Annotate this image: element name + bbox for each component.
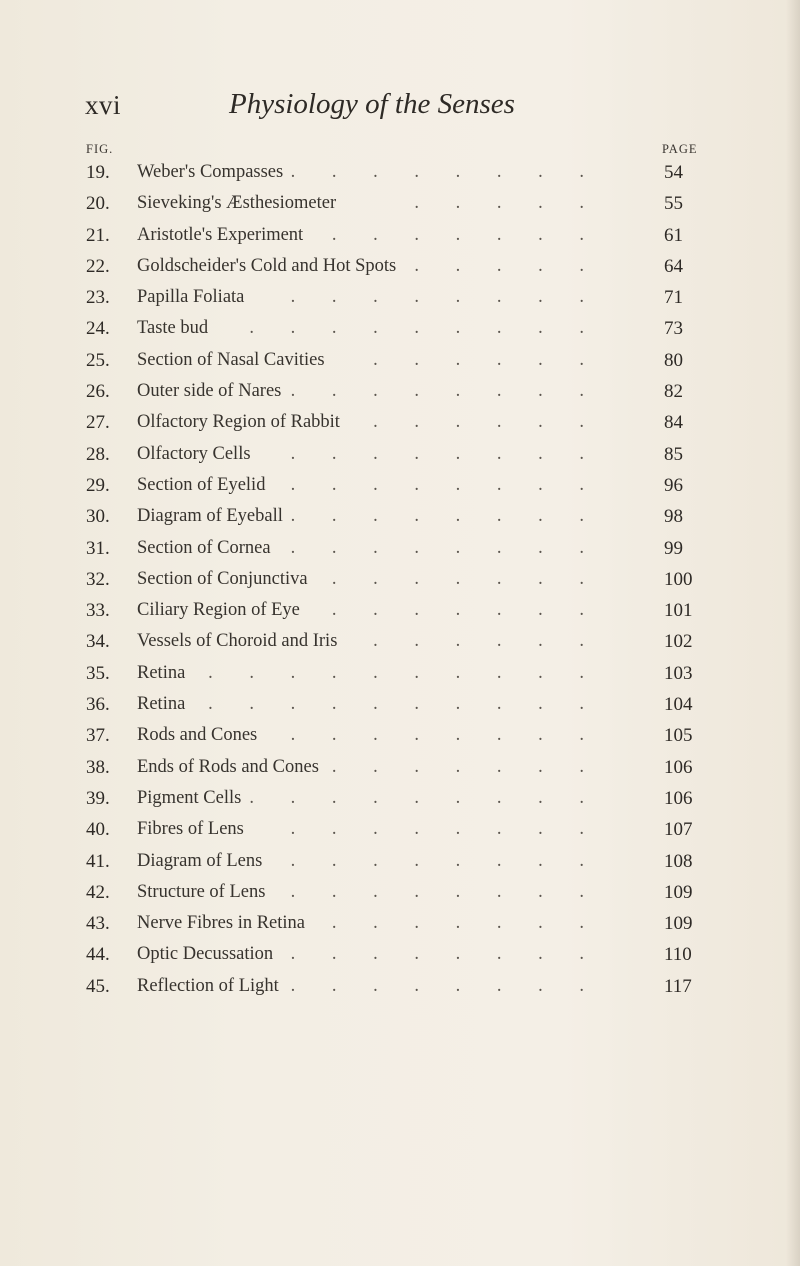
page-reference: 101 <box>664 600 693 622</box>
list-item <box>0 659 800 690</box>
page-reference: 109 <box>664 881 693 903</box>
page-header <box>85 90 725 124</box>
figure-number: 21. <box>86 224 110 246</box>
page-reference: 107 <box>664 819 693 841</box>
figure-number: 40. <box>86 819 110 841</box>
leader-dots: . . . . . . . <box>331 600 600 621</box>
page-reference: 117 <box>664 975 692 997</box>
running-title: Physiology of the Senses <box>229 88 515 120</box>
leader-dots: . . . . . . <box>373 349 600 370</box>
leader-dots: . . . . . <box>414 193 600 214</box>
page-reference: 80 <box>664 349 683 371</box>
leader-dots: . . . . . . . . <box>290 944 600 965</box>
leader-dots: . . . . . . . <box>331 568 600 589</box>
leader-dots: . . . . . . <box>373 631 600 652</box>
leader-dots: . . . . . . . . <box>290 506 600 527</box>
figure-number: 43. <box>86 913 110 935</box>
figure-number: 38. <box>86 756 110 778</box>
figure-number: 22. <box>86 255 110 277</box>
figure-number: 45. <box>86 975 110 997</box>
list-item <box>0 565 800 596</box>
figure-title: Pigment Cells <box>137 787 242 808</box>
figure-title: Olfactory Cells <box>137 443 251 464</box>
leader-dots: . . . . . . . . <box>290 287 600 308</box>
page-column-heading: PAGE <box>662 142 698 156</box>
list-item <box>0 314 800 345</box>
figure-number: 34. <box>86 631 110 653</box>
figure-title: Aristotle's Experiment <box>137 224 304 245</box>
list-item <box>0 940 800 971</box>
page-reference: 64 <box>664 255 683 277</box>
list-item <box>0 221 800 252</box>
figure-title: Ciliary Region of Eye <box>137 600 300 621</box>
leader-dots: . . . . . . . . . . <box>208 662 600 683</box>
page-reference: 98 <box>664 506 683 528</box>
figure-title: Rods and Cones <box>137 725 258 746</box>
figure-title: Section of Nasal Cavities <box>137 349 325 370</box>
figure-title: Olfactory Region of Rabbit <box>137 412 340 433</box>
figure-number: 31. <box>86 537 110 559</box>
leader-dots: . . . . . . . . <box>290 725 600 746</box>
figure-title: Weber's Compasses <box>137 162 284 182</box>
figure-title: Fibres of Lens <box>137 819 244 840</box>
figure-title: Sieveking's Æsthesiometer <box>137 193 337 214</box>
figure-title: Structure of Lens <box>137 881 266 902</box>
list-item <box>0 627 800 658</box>
page-reference: 104 <box>664 694 693 716</box>
leader-dots: . . . . . . . . . <box>249 787 600 808</box>
leader-dots: . . . . . <box>414 255 600 276</box>
figure-title: Taste bud <box>137 318 209 339</box>
list-item <box>0 690 800 721</box>
figure-title: Section of Conjunctiva <box>137 568 308 589</box>
list-item <box>0 815 800 846</box>
leader-dots: . . . . . . . <box>331 756 600 777</box>
list-item <box>0 534 800 565</box>
list-item <box>0 346 800 377</box>
page-reference: 96 <box>664 474 683 496</box>
leader-dots: . . . . . . . . . <box>249 318 600 339</box>
leader-dots: . . . . . . . . . . <box>208 694 600 715</box>
list-item <box>0 283 800 314</box>
page-reference: 109 <box>664 913 693 935</box>
leader-dots: . . . . . . . . <box>290 381 600 402</box>
figure-title: Diagram of Lens <box>137 850 263 871</box>
figure-number: 33. <box>86 600 110 622</box>
page-reference: 54 <box>664 162 683 183</box>
figure-number: 28. <box>86 443 110 465</box>
list-item <box>0 471 800 502</box>
list-item <box>0 502 800 533</box>
leader-dots: . . . . . . . . <box>290 474 600 495</box>
fig-column-heading: FIG. <box>86 142 114 156</box>
list-item <box>0 596 800 627</box>
leader-dots: . . . . . . . . <box>290 850 600 871</box>
figure-number: 37. <box>86 725 110 747</box>
list-item <box>0 377 800 408</box>
page-reference: 73 <box>664 318 683 340</box>
figure-title: Diagram of Eyeball <box>137 506 283 527</box>
figure-title: Ends of Rods and Cones <box>137 756 319 777</box>
figure-title: Outer side of Nares <box>137 381 282 402</box>
figure-number: 25. <box>86 349 110 371</box>
figure-number: 39. <box>86 787 110 809</box>
leader-dots: . . . . . . . . <box>290 819 600 840</box>
page-reference: 99 <box>664 537 683 559</box>
figure-number: 19. <box>86 162 110 183</box>
figure-title: Papilla Foliata <box>137 287 245 308</box>
page-reference: 100 <box>664 568 693 590</box>
list-item <box>0 847 800 878</box>
figure-number: 36. <box>86 694 110 716</box>
list-item <box>0 878 800 909</box>
page-number: xvi <box>85 90 122 120</box>
figure-title: Goldscheider's Cold and Hot Spots <box>137 255 397 276</box>
figure-number: 27. <box>86 412 110 434</box>
page-reference: 71 <box>664 287 683 309</box>
page-reference: 85 <box>664 443 683 465</box>
figure-title: Reflection of Light <box>137 975 279 996</box>
figure-number: 23. <box>86 287 110 309</box>
page-reference: 106 <box>664 756 693 778</box>
list-item <box>0 252 800 283</box>
figure-number: 20. <box>86 193 110 215</box>
leader-dots: . . . . . . <box>373 412 600 433</box>
list-item <box>0 972 800 1003</box>
list-item <box>0 408 800 439</box>
list-item <box>0 753 800 784</box>
page-reference: 105 <box>664 725 693 747</box>
figure-title: Nerve Fibres in Retina <box>137 913 305 934</box>
figure-number: 44. <box>86 944 110 966</box>
figure-title: Retina <box>137 662 186 683</box>
page-reference: 106 <box>664 787 693 809</box>
page-reference: 55 <box>664 193 683 215</box>
page-reference: 110 <box>664 944 692 966</box>
figure-number: 35. <box>86 662 110 684</box>
page-reference: 103 <box>664 662 693 684</box>
figure-number: 41. <box>86 850 110 872</box>
list-of-illustrations <box>0 158 800 1003</box>
list-item <box>0 440 800 471</box>
page-reference: 82 <box>664 381 683 403</box>
leader-dots: . . . . . . . . <box>290 881 600 902</box>
figure-number: 42. <box>86 881 110 903</box>
leader-dots: . . . . . . . . <box>290 975 600 996</box>
list-item <box>0 721 800 752</box>
leader-dots: . . . . . . . <box>331 913 600 934</box>
page-reference: 84 <box>664 412 683 434</box>
page-reference: 102 <box>664 631 693 653</box>
figure-title: Section of Cornea <box>137 537 271 558</box>
figure-number: 30. <box>86 506 110 528</box>
figure-number: 32. <box>86 568 110 590</box>
figure-title: Retina <box>137 694 186 715</box>
figure-number: 24. <box>86 318 110 340</box>
figure-title: Vessels of Choroid and Iris <box>137 631 338 652</box>
list-item <box>0 909 800 940</box>
list-item <box>0 189 800 220</box>
list-item <box>0 784 800 815</box>
figure-title: Section of Eyelid <box>137 474 266 495</box>
figure-number: 26. <box>86 381 110 403</box>
figure-title: Optic Decussation <box>137 944 274 965</box>
leader-dots: . . . . . . . . <box>290 537 600 558</box>
figure-number: 29. <box>86 474 110 496</box>
page-reference: 61 <box>664 224 683 246</box>
page-reference: 108 <box>664 850 693 872</box>
list-item <box>0 158 800 189</box>
leader-dots: . . . . . . . . <box>290 162 600 182</box>
leader-dots: . . . . . . . <box>331 224 600 245</box>
leader-dots: . . . . . . . . <box>290 443 600 464</box>
